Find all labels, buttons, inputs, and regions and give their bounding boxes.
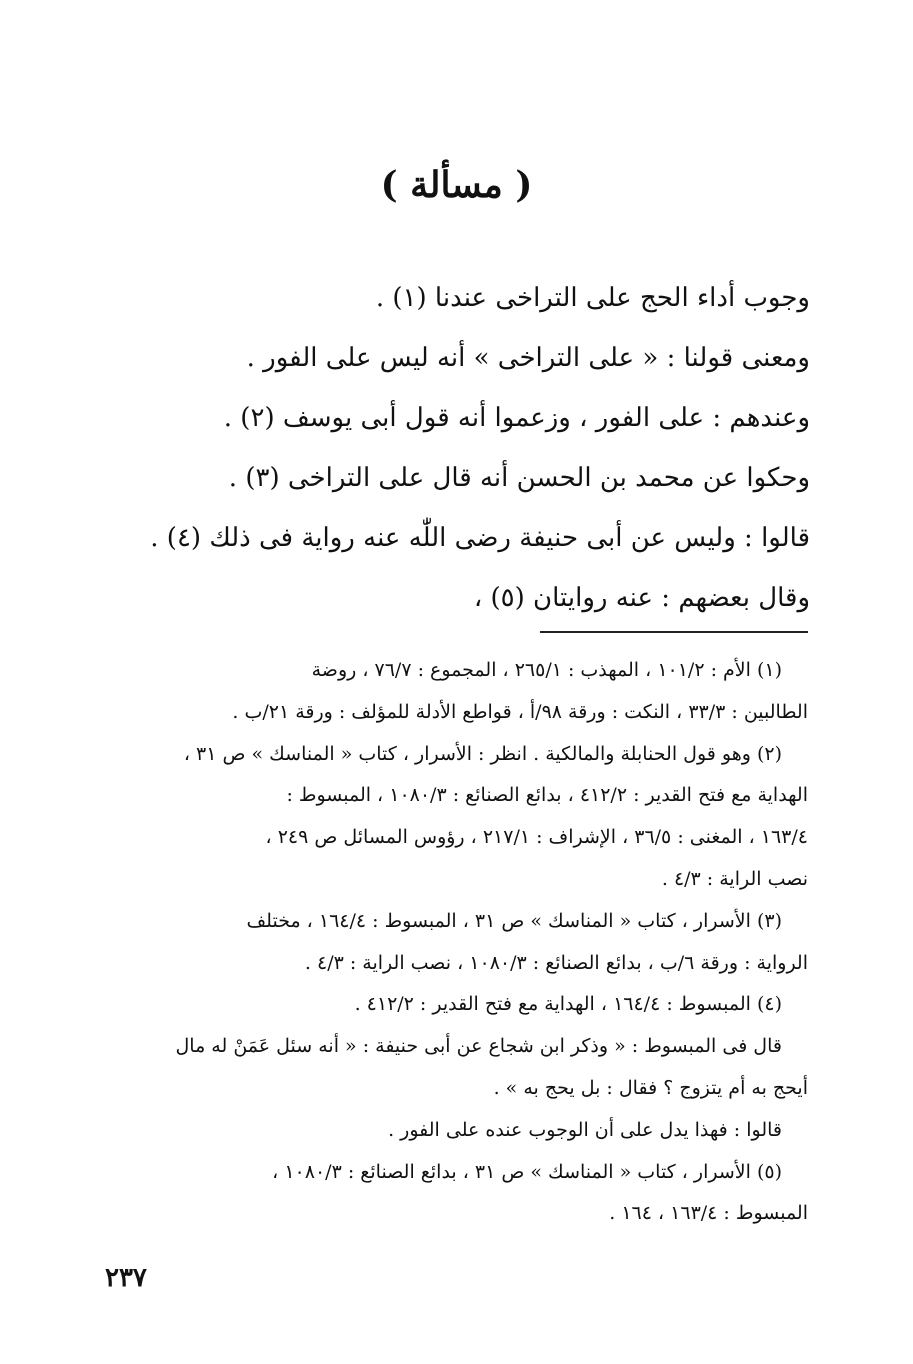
footnotes-block — [103, 650, 808, 1235]
main-text-line: ومعنى قولنا : « على التراخى » أنه ليس على الفور . — [246, 343, 810, 373]
main-text-line: وحكوا عن محمد بن الحسن أنه قال على التراخى (٣) . — [228, 463, 810, 493]
footnote-line: (١) الأم : ١٠١/٢ ، المهذب : ٢٦٥/١ ، المجموع : ٧٦/٧ ، روضة — [311, 659, 782, 681]
page-number: ٢٣٧ — [105, 1263, 147, 1293]
footnote-line: (٥) الأسرار ، كتاب « المناسك » ص ٣١ ، بدائع الصنائع : ١٠٨٠/٣ ، — [272, 1160, 782, 1183]
footnote-line: (٢) وهو قول الحنابلة والمالكية . انظر : الأسرار ، كتاب « المناسك » ص ٣١ ، — [183, 742, 782, 765]
main-text-line: وعندهم : على الفور ، وزعموا أنه قول أبى يوسف (٢) . — [223, 403, 810, 433]
footnote-line: أيحج به أم يتزوج ؟ فقال : بل يحج به » . — [493, 1076, 808, 1099]
footnote-line: نصب الراية : ٤/٣ . — [661, 867, 808, 890]
footnote-line: المبسوط : ١٦٣/٤ ، ١٦٤ . — [609, 1202, 808, 1225]
main-text-block — [110, 268, 810, 628]
footnote-line: قال فى المبسوط : « وذكر ابن شجاع عن أبى حنيفة : « أنه سئل عَمَنْ له مال — [175, 1035, 782, 1058]
footnote-line: ١٦٣/٤ ، المغنى : ٣٦/٥ ، الإشراف : ٢١٧/١ ، رؤوس المسائل ص ٢٤٩ ، — [265, 826, 808, 849]
main-text-line: وجوب أداء الحج على التراخى عندنا (١) . — [375, 283, 810, 313]
main-text-line: قالوا : وليس عن أبى حنيفة رضى اللّٰه عنه رواية فى ذلك (٤) . — [150, 523, 810, 553]
footnote-line: الهداية مع فتح القدير : ٤١٢/٢ ، بدائع الصنائع : ١٠٨٠/٣ ، المبسوط : — [286, 784, 808, 807]
main-text-line: وقال بعضهم : عنه روايتان (٥) ، — [473, 583, 810, 613]
footnote-line: (٤) المبسوط : ١٦٤/٤ ، الهداية مع فتح القدير : ٤١٢/٢ . — [354, 993, 782, 1016]
footnote-line: (٣) الأسرار ، كتاب « المناسك » ص ٣١ ، المبسوط : ١٦٤/٤ ، مختلف — [246, 909, 782, 932]
section-title: ( مسألة ) — [380, 164, 533, 206]
footnote-line: قالوا : فهذا يدل على أن الوجوب عنده على الفور . — [388, 1118, 782, 1141]
footnote-line: الرواية : ورقة ٦/ب ، بدائع الصنائع : ١٠٨٠/٣ ، نصب الراية : ٤/٣ . — [304, 951, 808, 974]
footnote-divider — [540, 631, 808, 633]
footnote-line: الطالبين : ٣٣/٣ ، النكت : ورقة ٩٨/أ ، قواطع الأدلة للمؤلف : ورقة ٢١/ب . — [232, 700, 808, 723]
